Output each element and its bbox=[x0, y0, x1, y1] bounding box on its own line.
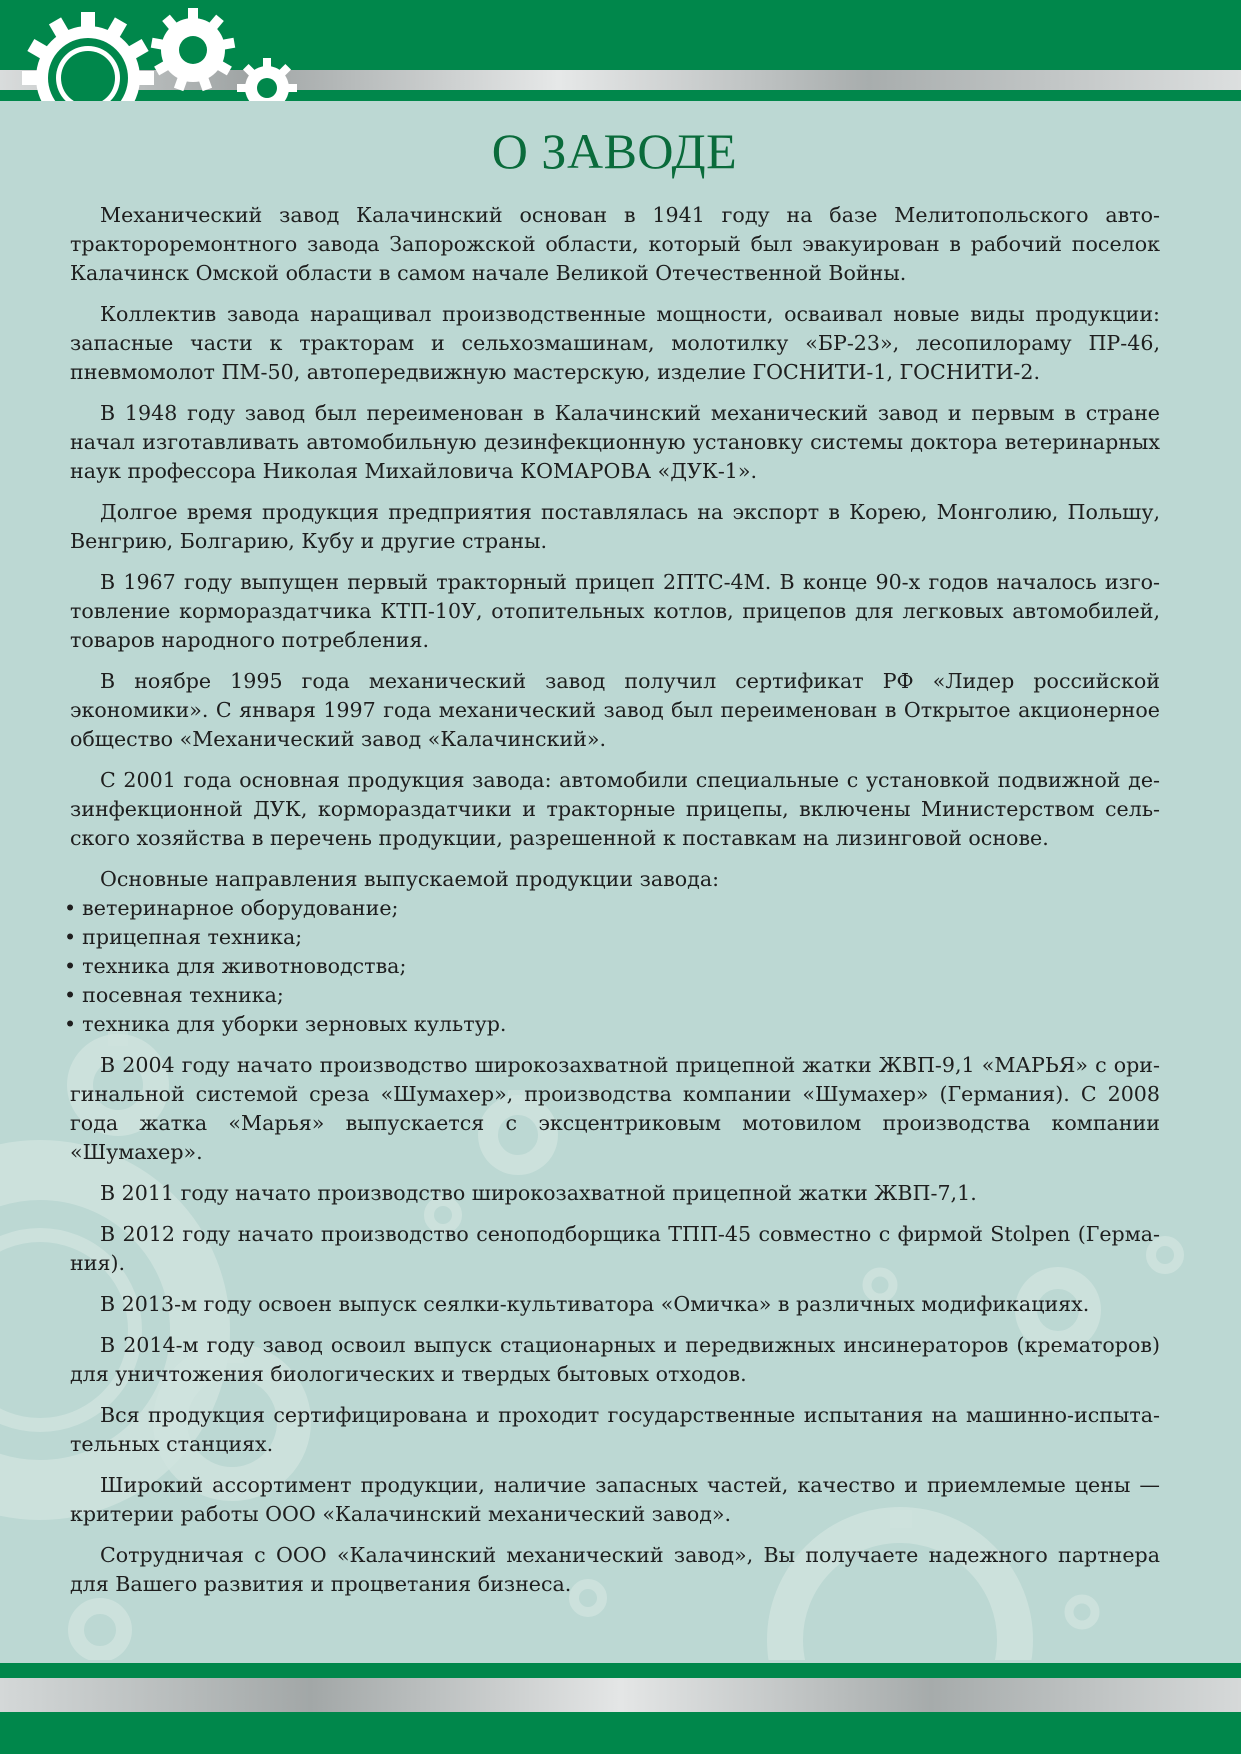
list-item: • посевная техника; bbox=[64, 981, 1160, 1010]
paragraph: Коллектив завода наращивал производственные мощности, осваивал новые виды продукции: запасные части к тракторам и сельхозмашинам, молотилку «БР-23», лесопилораму ПР-46, пневмомолот ПМ-50, автопередвижную мастерскую, изделие ГОСНИТИ-1, ГОСНИТИ-2. bbox=[70, 302, 1160, 384]
paragraph: В 1948 году завод был переименован в Калачинский механический завод и первым в стране начал изготавливать автомобильную дезинфекционную установку системы доктора ветеринарных наук профессора Николая Михайловича КОМАРОВА «ДУК-1». bbox=[70, 401, 1160, 483]
list-intro: Основные направления выпускаемой продукции завода: bbox=[100, 867, 720, 891]
paragraph: В 2011 году начато производство широкозахватной прицепной жатки ЖВП-7,1. bbox=[100, 1181, 977, 1205]
page-title: О ЗАВОДЕ bbox=[491, 123, 738, 179]
paragraph: В 2014-м году завод освоил выпуск стационарных и передвижных инсинераторов (крематоров) для уничтожения биологических и твердых бытовых отходов. bbox=[70, 1333, 1160, 1386]
paragraph: В ноябре 1995 года механический завод получил сертификат РФ «Лидер российской экономики». С января 1997 года механический завод был переименован в Открытое акционерное общество «Механический завод «Калачинский». bbox=[70, 669, 1160, 751]
paragraph: В 2012 году начато производство сеноподборщика ТПП-45 совместно с фирмой Stolpen (Германия). bbox=[70, 1222, 1160, 1275]
list-item: • прицепная техника; bbox=[64, 923, 1160, 952]
article-body bbox=[70, 201, 1160, 1611]
paragraph: Вся продукция сертифицирована и проходит государственные испытания на машинно-испытательных станциях. bbox=[70, 1403, 1160, 1456]
paragraph: Сотрудничая с ООО «Калачинский механический завод», Вы получаете надежного партнера для Вашего развития и процветания бизнеса. bbox=[70, 1543, 1160, 1596]
paragraph: В 2013-м году освоен выпуск сеялки-культиватора «Омичка» в различных модификациях. bbox=[100, 1292, 1090, 1316]
footer-band-lower bbox=[0, 1712, 1241, 1754]
product-directions-list bbox=[64, 894, 1160, 1039]
footer-silver-stripe bbox=[0, 1678, 1241, 1712]
footer-band bbox=[0, 1663, 1241, 1678]
paragraph: В 1967 году выпущен первый тракторный прицеп 2ПТС-4М. В конце 90-х годов началось изготовление кормораздатчика КТП-10У, отопительных котлов, прицепов для легковых автомобилей, товаров народного потребления. bbox=[70, 570, 1160, 652]
list-item: • техника для уборки зерновых культур. bbox=[64, 1010, 1160, 1039]
paragraph: С 2001 года основная продукция завода: автомобили специальные с установкой подвижной дезинфекционной ДУК, кормораздатчики и тракторные прицепы, включены Министерством сельского хозяйства в перечень продукции, разрешенной к поставкам на лизинговой основе. bbox=[70, 768, 1160, 850]
gear-cluster-icon bbox=[0, 0, 310, 101]
paragraph: Механический завод Калачинский основан в 1941 году на базе Мелитопольского авто-трактороремонтного завода Запорожской области, который был эвакуирован в рабочий поселок Калачинск Омской области в самом начале Великой Отечественной Войны. bbox=[70, 203, 1160, 285]
paragraph: Долгое время продукция предприятия поставлялась на экспорт в Корею, Монголию, Польшу, Венгрию, Болгарию, Кубу и другие страны. bbox=[70, 500, 1160, 553]
paragraph: В 2004 году начато производство широкозахватной прицепной жатки ЖВП-9,1 «МАРЬЯ» с оригинальной системой среза «Шумахер», производства компании «Шумахер» (Германия). С 2008 года жатка «Марья» выпускается с эксцентриковым мотовилом производства компании «Шумахер». bbox=[70, 1053, 1160, 1164]
paragraph: Широкий ассортимент продукции, наличие запасных частей, качество и приемлемые цены — критерии работы ООО «Калачинский механический завод». bbox=[70, 1473, 1160, 1526]
list-item: • ветеринарное оборудование; bbox=[64, 894, 1160, 923]
list-item: • техника для животноводства; bbox=[64, 952, 1160, 981]
